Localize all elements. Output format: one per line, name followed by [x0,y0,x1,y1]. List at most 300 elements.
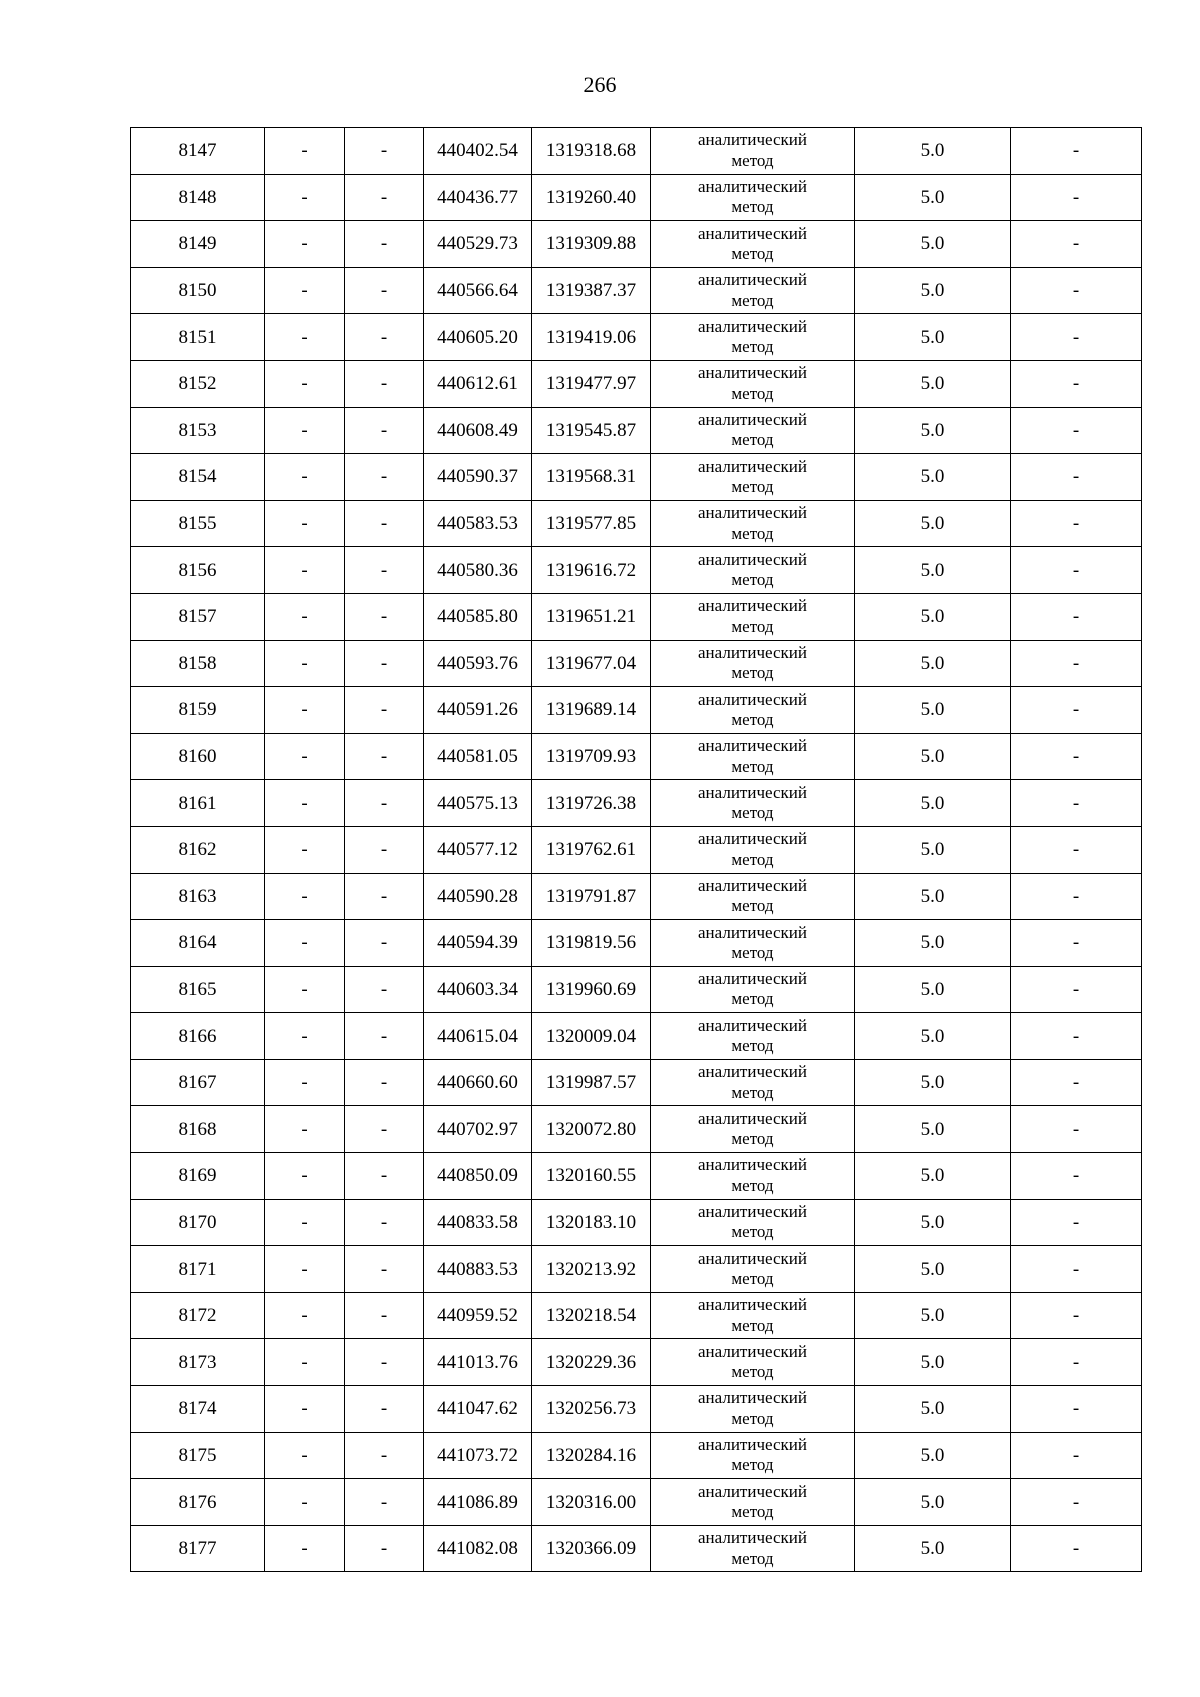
accuracy-cell: 5.0 [855,454,1011,501]
accuracy-cell: 5.0 [855,687,1011,734]
table-row [131,221,1142,268]
column-3-cell: - [345,593,424,640]
method-cell [651,174,855,221]
column-2-cell: - [265,267,345,314]
column-3-cell: - [345,1013,424,1060]
note-cell: - [1011,1199,1142,1246]
table-row [131,547,1142,594]
method-line-2: метод [731,1408,774,1428]
method-cell [651,1153,855,1200]
column-3-cell: - [345,733,424,780]
x-coordinate-cell: 440436.77 [424,174,532,221]
method-line-2: метод [731,197,774,217]
method-cell [651,826,855,873]
method-line-1: аналитический [698,409,807,429]
column-2-cell: - [265,1199,345,1246]
point-number-cell: 8168 [131,1106,265,1153]
point-number-cell: 8163 [131,873,265,920]
x-coordinate-cell: 440850.09 [424,1153,532,1200]
method-line-2: метод [731,337,774,357]
note-cell: - [1011,1292,1142,1339]
accuracy-cell: 5.0 [855,920,1011,967]
method-line-1: аналитический [698,1155,807,1175]
method-line-2: метод [731,383,774,403]
x-coordinate-cell: 440605.20 [424,314,532,361]
method-cell [651,1199,855,1246]
point-number-cell: 8154 [131,454,265,501]
table-row [131,873,1142,920]
y-coordinate-cell: 1319791.87 [532,873,651,920]
column-3-cell: - [345,873,424,920]
accuracy-cell: 5.0 [855,128,1011,175]
y-coordinate-cell: 1319677.04 [532,640,651,687]
table-row [131,826,1142,873]
column-3-cell: - [345,1479,424,1526]
x-coordinate-cell: 440529.73 [424,221,532,268]
note-cell: - [1011,174,1142,221]
column-2-cell: - [265,826,345,873]
accuracy-cell: 5.0 [855,1153,1011,1200]
x-coordinate-cell: 440581.05 [424,733,532,780]
column-2-cell: - [265,1479,345,1526]
method-line-2: метод [731,1269,774,1289]
accuracy-cell: 5.0 [855,1339,1011,1386]
column-2-cell: - [265,1106,345,1153]
accuracy-cell: 5.0 [855,966,1011,1013]
column-2-cell: - [265,780,345,827]
y-coordinate-cell: 1319387.37 [532,267,651,314]
x-coordinate-cell: 441073.72 [424,1432,532,1479]
accuracy-cell: 5.0 [855,1199,1011,1246]
note-cell: - [1011,1106,1142,1153]
method-cell [651,1432,855,1479]
method-line-2: метод [731,1315,774,1335]
note-cell: - [1011,221,1142,268]
method-cell [651,1525,855,1572]
column-3-cell: - [345,267,424,314]
note-cell: - [1011,314,1142,361]
method-cell [651,267,855,314]
y-coordinate-cell: 1319616.72 [532,547,651,594]
method-line-2: метод [731,663,774,683]
column-3-cell: - [345,128,424,175]
method-line-2: метод [731,1362,774,1382]
accuracy-cell: 5.0 [855,1292,1011,1339]
coordinates-table [130,127,1142,1572]
x-coordinate-cell: 440577.12 [424,826,532,873]
accuracy-cell: 5.0 [855,640,1011,687]
table-row [131,360,1142,407]
point-number-cell: 8173 [131,1339,265,1386]
method-line-1: аналитический [698,1528,807,1548]
note-cell: - [1011,128,1142,175]
x-coordinate-cell: 440580.36 [424,547,532,594]
column-3-cell: - [345,221,424,268]
table-body [131,128,1142,1572]
note-cell: - [1011,454,1142,501]
y-coordinate-cell: 1319651.21 [532,593,651,640]
table-row [131,1153,1142,1200]
x-coordinate-cell: 440590.37 [424,454,532,501]
method-cell [651,407,855,454]
point-number-cell: 8147 [131,128,265,175]
column-2-cell: - [265,1432,345,1479]
y-coordinate-cell: 1319689.14 [532,687,651,734]
method-line-1: аналитический [698,1108,807,1128]
method-line-2: метод [731,476,774,496]
method-cell [651,920,855,967]
accuracy-cell: 5.0 [855,826,1011,873]
y-coordinate-cell: 1319726.38 [532,780,651,827]
note-cell: - [1011,267,1142,314]
y-coordinate-cell: 1320256.73 [532,1386,651,1433]
method-line-1: аналитический [698,596,807,616]
method-line-2: метод [731,243,774,263]
note-cell: - [1011,780,1142,827]
x-coordinate-cell: 440608.49 [424,407,532,454]
y-coordinate-cell: 1319960.69 [532,966,651,1013]
table-row [131,1525,1142,1572]
column-3-cell: - [345,966,424,1013]
accuracy-cell: 5.0 [855,407,1011,454]
method-line-1: аналитический [698,1435,807,1455]
method-line-1: аналитический [698,1202,807,1222]
point-number-cell: 8152 [131,360,265,407]
column-2-cell: - [265,547,345,594]
point-number-cell: 8150 [131,267,265,314]
column-2-cell: - [265,873,345,920]
method-line-2: метод [731,1222,774,1242]
note-cell: - [1011,1013,1142,1060]
method-cell [651,1292,855,1339]
method-line-2: метод [731,989,774,1009]
x-coordinate-cell: 440590.28 [424,873,532,920]
point-number-cell: 8160 [131,733,265,780]
method-cell [651,1479,855,1526]
x-coordinate-cell: 440959.52 [424,1292,532,1339]
method-line-2: метод [731,849,774,869]
method-line-1: аналитический [698,736,807,756]
x-coordinate-cell: 440702.97 [424,1106,532,1153]
x-coordinate-cell: 441013.76 [424,1339,532,1386]
x-coordinate-cell: 441082.08 [424,1525,532,1572]
column-2-cell: - [265,593,345,640]
point-number-cell: 8165 [131,966,265,1013]
note-cell: - [1011,640,1142,687]
column-2-cell: - [265,500,345,547]
y-coordinate-cell: 1319709.93 [532,733,651,780]
method-line-2: метод [731,1129,774,1149]
column-2-cell: - [265,1525,345,1572]
column-2-cell: - [265,314,345,361]
method-cell [651,1339,855,1386]
method-line-1: аналитический [698,1295,807,1315]
note-cell: - [1011,407,1142,454]
x-coordinate-cell: 440660.60 [424,1059,532,1106]
y-coordinate-cell: 1319318.68 [532,128,651,175]
method-line-1: аналитический [698,1248,807,1268]
column-3-cell: - [345,1199,424,1246]
table-row [131,1059,1142,1106]
column-2-cell: - [265,360,345,407]
y-coordinate-cell: 1320009.04 [532,1013,651,1060]
y-coordinate-cell: 1320316.00 [532,1479,651,1526]
column-2-cell: - [265,221,345,268]
x-coordinate-cell: 440583.53 [424,500,532,547]
y-coordinate-cell: 1319568.31 [532,454,651,501]
column-3-cell: - [345,314,424,361]
x-coordinate-cell: 440402.54 [424,128,532,175]
column-2-cell: - [265,454,345,501]
note-cell: - [1011,593,1142,640]
table-row [131,454,1142,501]
column-2-cell: - [265,1153,345,1200]
y-coordinate-cell: 1320072.80 [532,1106,651,1153]
method-line-1: аналитический [698,1388,807,1408]
note-cell: - [1011,1339,1142,1386]
method-line-1: аналитический [698,363,807,383]
accuracy-cell: 5.0 [855,1059,1011,1106]
method-line-1: аналитический [698,223,807,243]
y-coordinate-cell: 1319819.56 [532,920,651,967]
table-row [131,733,1142,780]
x-coordinate-cell: 440566.64 [424,267,532,314]
column-3-cell: - [345,547,424,594]
column-2-cell: - [265,687,345,734]
accuracy-cell: 5.0 [855,314,1011,361]
note-cell: - [1011,1153,1142,1200]
method-cell [651,1106,855,1153]
table-row [131,1339,1142,1386]
table-row [131,1199,1142,1246]
accuracy-cell: 5.0 [855,1479,1011,1526]
point-number-cell: 8155 [131,500,265,547]
y-coordinate-cell: 1319419.06 [532,314,651,361]
method-cell [651,1246,855,1293]
method-line-1: аналитический [698,969,807,989]
accuracy-cell: 5.0 [855,1013,1011,1060]
page-number: 266 [583,72,617,97]
y-coordinate-cell: 1320284.16 [532,1432,651,1479]
point-number-cell: 8175 [131,1432,265,1479]
note-cell: - [1011,733,1142,780]
point-number-cell: 8166 [131,1013,265,1060]
method-cell [651,873,855,920]
accuracy-cell: 5.0 [855,1525,1011,1572]
point-number-cell: 8164 [131,920,265,967]
note-cell: - [1011,1432,1142,1479]
method-cell [651,1059,855,1106]
table-row [131,593,1142,640]
column-3-cell: - [345,920,424,967]
method-line-1: аналитический [698,689,807,709]
method-cell [651,1386,855,1433]
method-line-1: аналитический [698,1062,807,1082]
table-row [131,500,1142,547]
method-cell [651,733,855,780]
method-line-2: метод [731,896,774,916]
method-line-2: метод [731,1455,774,1475]
column-2-cell: - [265,1013,345,1060]
method-line-1: аналитический [698,177,807,196]
point-number-cell: 8148 [131,174,265,221]
method-line-2: метод [731,616,774,636]
column-2-cell: - [265,733,345,780]
note-cell: - [1011,966,1142,1013]
method-cell [651,128,855,175]
accuracy-cell: 5.0 [855,1386,1011,1433]
table-row [131,1246,1142,1293]
x-coordinate-cell: 441086.89 [424,1479,532,1526]
column-2-cell: - [265,1386,345,1433]
column-3-cell: - [345,500,424,547]
method-line-1: аналитический [698,782,807,802]
method-line-1: аналитический [698,829,807,849]
column-3-cell: - [345,454,424,501]
accuracy-cell: 5.0 [855,1106,1011,1153]
table-row [131,1479,1142,1526]
y-coordinate-cell: 1319309.88 [532,221,651,268]
point-number-cell: 8159 [131,687,265,734]
note-cell: - [1011,1479,1142,1526]
method-line-2: метод [731,803,774,823]
y-coordinate-cell: 1319762.61 [532,826,651,873]
point-number-cell: 8171 [131,1246,265,1293]
column-3-cell: - [345,687,424,734]
column-2-cell: - [265,920,345,967]
table-row [131,687,1142,734]
column-2-cell: - [265,1059,345,1106]
method-cell [651,500,855,547]
note-cell: - [1011,920,1142,967]
table-row [131,780,1142,827]
method-line-1: аналитический [698,503,807,523]
accuracy-cell: 5.0 [855,1432,1011,1479]
y-coordinate-cell: 1319577.85 [532,500,651,547]
method-cell [651,454,855,501]
note-cell: - [1011,687,1142,734]
method-cell [651,221,855,268]
point-number-cell: 8157 [131,593,265,640]
y-coordinate-cell: 1319545.87 [532,407,651,454]
x-coordinate-cell: 440612.61 [424,360,532,407]
y-coordinate-cell: 1320160.55 [532,1153,651,1200]
method-line-1: аналитический [698,1481,807,1501]
x-coordinate-cell: 440615.04 [424,1013,532,1060]
accuracy-cell: 5.0 [855,547,1011,594]
column-3-cell: - [345,1386,424,1433]
column-3-cell: - [345,640,424,687]
note-cell: - [1011,360,1142,407]
point-number-cell: 8172 [131,1292,265,1339]
y-coordinate-cell: 1320218.54 [532,1292,651,1339]
x-coordinate-cell: 440883.53 [424,1246,532,1293]
accuracy-cell: 5.0 [855,873,1011,920]
method-line-1: аналитический [698,875,807,895]
method-cell [651,687,855,734]
column-3-cell: - [345,1432,424,1479]
x-coordinate-cell: 441047.62 [424,1386,532,1433]
point-number-cell: 8156 [131,547,265,594]
method-line-1: аналитический [698,456,807,476]
y-coordinate-cell: 1319477.97 [532,360,651,407]
point-number-cell: 8176 [131,1479,265,1526]
column-2-cell: - [265,128,345,175]
note-cell: - [1011,826,1142,873]
column-3-cell: - [345,1153,424,1200]
accuracy-cell: 5.0 [855,593,1011,640]
point-number-cell: 8158 [131,640,265,687]
column-3-cell: - [345,780,424,827]
table-row [131,174,1142,221]
point-number-cell: 8149 [131,221,265,268]
table-row [131,920,1142,967]
y-coordinate-cell: 1319987.57 [532,1059,651,1106]
x-coordinate-cell: 440585.80 [424,593,532,640]
column-3-cell: - [345,174,424,221]
table-row [131,314,1142,361]
x-coordinate-cell: 440594.39 [424,920,532,967]
method-line-1: аналитический [698,642,807,662]
column-2-cell: - [265,1292,345,1339]
y-coordinate-cell: 1319260.40 [532,174,651,221]
table-row [131,128,1142,175]
accuracy-cell: 5.0 [855,360,1011,407]
column-3-cell: - [345,1106,424,1153]
note-cell: - [1011,1386,1142,1433]
table-row [131,1432,1142,1479]
point-number-cell: 8174 [131,1386,265,1433]
accuracy-cell: 5.0 [855,267,1011,314]
method-cell [651,360,855,407]
column-3-cell: - [345,360,424,407]
method-line-1: аналитический [698,549,807,569]
method-line-1: аналитический [698,922,807,942]
point-number-cell: 8162 [131,826,265,873]
y-coordinate-cell: 1320366.09 [532,1525,651,1572]
method-line-2: метод [731,150,774,170]
method-line-2: метод [731,1175,774,1195]
method-line-2: метод [731,942,774,962]
table-row [131,1292,1142,1339]
method-line-1: аналитический [698,316,807,336]
column-2-cell: - [265,407,345,454]
accuracy-cell: 5.0 [855,1246,1011,1293]
column-3-cell: - [345,1059,424,1106]
column-3-cell: - [345,1292,424,1339]
x-coordinate-cell: 440603.34 [424,966,532,1013]
note-cell: - [1011,500,1142,547]
method-cell [651,966,855,1013]
method-line-2: метод [731,523,774,543]
table-row [131,407,1142,454]
accuracy-cell: 5.0 [855,174,1011,221]
x-coordinate-cell: 440575.13 [424,780,532,827]
column-3-cell: - [345,826,424,873]
method-line-2: метод [731,1502,774,1522]
table-row [131,1106,1142,1153]
column-3-cell: - [345,407,424,454]
method-line-2: метод [731,1082,774,1102]
y-coordinate-cell: 1320229.36 [532,1339,651,1386]
method-line-2: метод [731,1548,774,1568]
method-line-1: аналитический [698,130,807,150]
point-number-cell: 8177 [131,1525,265,1572]
note-cell: - [1011,873,1142,920]
point-number-cell: 8161 [131,780,265,827]
column-2-cell: - [265,1339,345,1386]
column-2-cell: - [265,966,345,1013]
